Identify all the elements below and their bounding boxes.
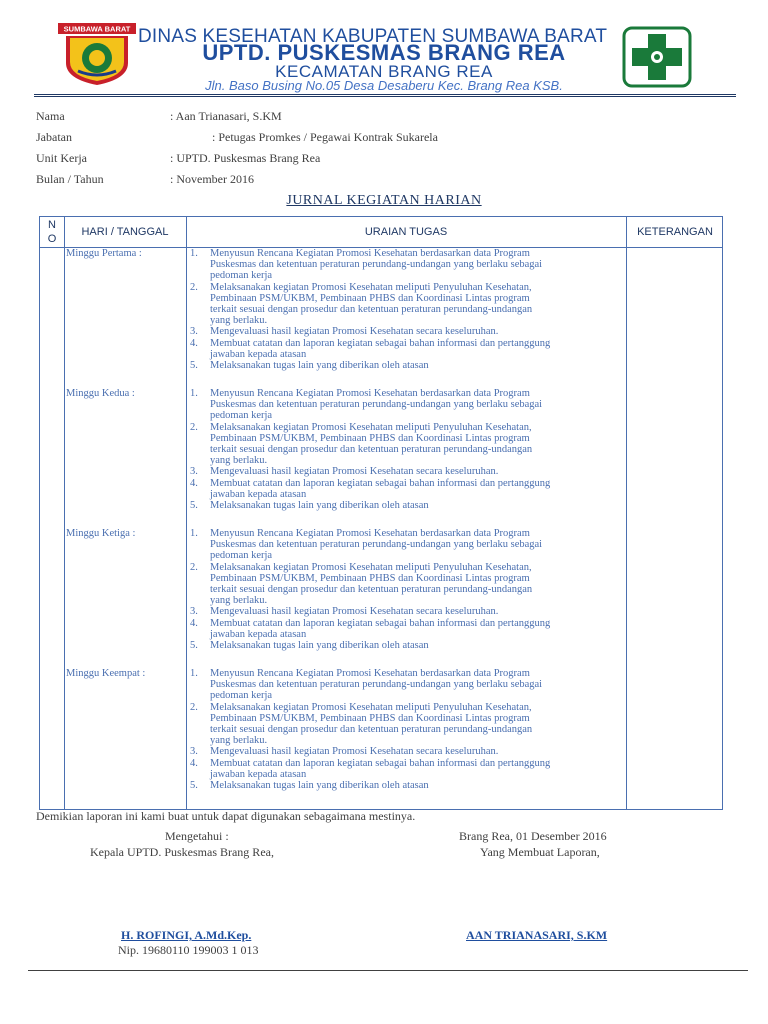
task-text-line: Mengevaluasi hasil kegiatan Promosi Kesehatan secara keseluruhan.	[210, 466, 499, 478]
task-list	[190, 528, 626, 651]
task-text-line: Pembinaan PSM/UKBM, Pembinaan PHBS dan Koordinasi Lintas program	[210, 292, 530, 304]
right-caption-place-date: Brang Rea, 01 Desember 2016	[459, 829, 607, 843]
task-text-line: jawaban kepada atasan	[210, 488, 307, 500]
task-text-line: terkait sesuai dengan prosedur dan ketentuan peraturan perundang-undangan	[210, 304, 533, 316]
task-text-line: Puskesmas dan ketentuan peraturan perundang-undangan yang berlaku sebagai	[210, 399, 543, 411]
task-text-line: yang berlaku.	[210, 455, 268, 467]
task-item	[190, 668, 626, 702]
task-number: 5.	[190, 780, 198, 792]
task-text-line: Menyusun Rencana Kegiatan Promosi Kesehatan berdasarkan data Program	[210, 668, 530, 679]
task-text-line: Mengevaluasi hasil kegiatan Promosi Kesehatan secara keseluruhan.	[210, 326, 499, 338]
task-text-line: Membuat catatan dan laporan kegiatan sebagai bahan informasi dan pertanggung	[210, 757, 551, 769]
task-list	[190, 388, 626, 511]
task-text-line: Pembinaan PSM/UKBM, Pembinaan PHBS dan Koordinasi Lintas program	[210, 712, 530, 724]
task-text-line: Puskesmas dan ketentuan peraturan perundang-undangan yang berlaku sebagai	[210, 679, 543, 691]
left-caption-acknowledge: Mengetahui :	[165, 829, 229, 843]
identity-label: Nama	[36, 109, 65, 123]
task-number: 1.	[190, 248, 198, 259]
task-item	[190, 528, 626, 562]
task-item	[190, 758, 626, 780]
task-text-line: Melaksanakan kegiatan Promosi Kesehatan meliputi Penyuluhan Kesehatan,	[210, 281, 532, 293]
task-item	[190, 478, 626, 500]
task-item	[190, 746, 626, 757]
task-item	[190, 338, 626, 360]
task-text-line: pedoman kerja	[210, 690, 273, 702]
task-text-line: Melaksanakan kegiatan Promosi Kesehatan meliputi Penyuluhan Kesehatan,	[210, 561, 532, 573]
header-no-line2: O	[47, 233, 57, 245]
identity-label: Jabatan	[36, 130, 72, 144]
task-number: 5.	[190, 640, 198, 652]
task-text-line: jawaban kepada atasan	[210, 628, 307, 640]
task-text-line: pedoman kerja	[210, 410, 273, 422]
task-text-line: terkait sesuai dengan prosedur dan ketentuan peraturan perundang-undangan	[210, 724, 533, 736]
task-item	[190, 282, 626, 327]
letterhead-divider	[34, 94, 736, 97]
task-item	[190, 780, 626, 791]
task-text-line: Menyusun Rencana Kegiatan Promosi Kesehatan berdasarkan data Program	[210, 388, 530, 399]
task-number: 5.	[190, 360, 198, 372]
task-text-line: Membuat catatan dan laporan kegiatan sebagai bahan informasi dan pertanggung	[210, 617, 551, 629]
task-text-line: Melaksanakan tugas lain yang diberikan oleh atasan	[210, 500, 429, 512]
activity-table	[39, 216, 723, 810]
agency-name: DINAS KESEHATAN KABUPATEN SUMBAWA BARAT	[138, 26, 608, 47]
task-text-line: Melaksanakan kegiatan Promosi Kesehatan meliputi Penyuluhan Kesehatan,	[210, 701, 532, 713]
identity-label: Bulan / Tahun	[36, 172, 104, 186]
column-divider	[626, 217, 627, 809]
task-text-line: terkait sesuai dengan prosedur dan ketentuan peraturan perundang-undangan	[210, 584, 533, 596]
column-divider	[186, 217, 187, 809]
task-text-line: Mengevaluasi hasil kegiatan Promosi Kesehatan secara keseluruhan.	[210, 746, 499, 758]
footer-rule	[28, 970, 748, 971]
journal-title: JURNAL KEGIATAN HARIAN	[286, 193, 482, 208]
task-text-line: yang berlaku.	[210, 315, 268, 327]
task-text-line: Melaksanakan tugas lain yang diberikan oleh atasan	[210, 360, 429, 372]
task-text-line: Pembinaan PSM/UKBM, Pembinaan PHBS dan Koordinasi Lintas program	[210, 432, 530, 444]
task-item	[190, 422, 626, 467]
week-label: Minggu Pertama :	[66, 248, 142, 259]
task-text-line: jawaban kepada atasan	[210, 768, 307, 780]
week-label: Minggu Keempat :	[66, 668, 146, 679]
task-text-line: Membuat catatan dan laporan kegiatan sebagai bahan informasi dan pertanggung	[210, 337, 551, 349]
column-divider	[64, 217, 65, 809]
identity-value: : November 2016	[170, 172, 254, 186]
address: Jln. Baso Busing No.05 Desa Desaberu Kec. Brang Rea KSB.	[205, 78, 563, 93]
week-label: Minggu Kedua :	[66, 388, 135, 399]
logo-banner-text: SUMBAWA BARAT	[63, 24, 131, 34]
task-text-line: Melaksanakan tugas lain yang diberikan oleh atasan	[210, 780, 429, 792]
header-day: HARI / TANGGAL	[81, 226, 169, 238]
task-text-line: Melaksanakan kegiatan Promosi Kesehatan meliputi Penyuluhan Kesehatan,	[210, 421, 532, 433]
task-number: 3.	[190, 746, 198, 758]
identity-value: : UPTD. Puskesmas Brang Rea	[170, 151, 321, 165]
task-item	[190, 360, 626, 371]
task-text-line: terkait sesuai dengan prosedur dan ketentuan peraturan perundang-undangan	[210, 444, 533, 456]
task-text-line: pedoman kerja	[210, 270, 273, 282]
task-item	[190, 640, 626, 651]
task-number: 4.	[190, 477, 198, 489]
task-item	[190, 500, 626, 511]
puskesmas-cross-logo	[622, 26, 692, 88]
task-text-line: pedoman kerja	[210, 550, 273, 562]
task-text-line: Menyusun Rencana Kegiatan Promosi Kesehatan berdasarkan data Program	[210, 248, 530, 259]
task-item	[190, 702, 626, 747]
left-caption-title: Kepala UPTD. Puskesmas Brang Rea,	[90, 845, 274, 859]
task-text-line: yang berlaku.	[210, 595, 268, 607]
task-number: 4.	[190, 337, 198, 349]
task-text-line: yang berlaku.	[210, 735, 268, 747]
identity-value: : Aan Trianasari, S.KM	[170, 109, 282, 123]
header-no	[40, 218, 64, 246]
right-caption-title: Yang Membuat Laporan,	[480, 845, 600, 859]
task-text-line: jawaban kepada atasan	[210, 348, 307, 360]
closing-statement: Demikian laporan ini kami buat untuk dapat digunakan sebagaimana mestinya.	[36, 809, 416, 823]
task-number: 2.	[190, 281, 198, 293]
task-number: 5.	[190, 500, 198, 512]
task-text-line: Melaksanakan tugas lain yang diberikan oleh atasan	[210, 640, 429, 652]
task-number: 4.	[190, 757, 198, 769]
task-item	[190, 388, 626, 422]
task-item	[190, 248, 626, 282]
identity-value: : Petugas Promkes / Pegawai Kontrak Sukarela	[212, 130, 438, 144]
header-tasks: URAIAN TUGAS	[364, 226, 448, 238]
task-item	[190, 326, 626, 337]
task-number: 1.	[190, 388, 198, 399]
header-note: KETERANGAN	[637, 226, 713, 238]
task-text-line: Mengevaluasi hasil kegiatan Promosi Kesehatan secara keseluruhan.	[210, 606, 499, 618]
week-label: Minggu Ketiga :	[66, 528, 136, 539]
task-item	[190, 562, 626, 607]
left-signatory-nip: Nip. 19680110 199003 1 013	[118, 943, 259, 957]
task-number: 2.	[190, 421, 198, 433]
task-text-line: Menyusun Rencana Kegiatan Promosi Kesehatan berdasarkan data Program	[210, 528, 530, 539]
task-item	[190, 606, 626, 617]
task-number: 2.	[190, 561, 198, 573]
task-number: 2.	[190, 701, 198, 713]
task-list	[190, 668, 626, 791]
task-text-line: Pembinaan PSM/UKBM, Pembinaan PHBS dan Koordinasi Lintas program	[210, 572, 530, 584]
task-number: 3.	[190, 606, 198, 618]
header-no-line1: N	[48, 219, 56, 231]
task-number: 1.	[190, 528, 198, 539]
task-number: 3.	[190, 326, 198, 338]
task-item	[190, 618, 626, 640]
task-number: 4.	[190, 617, 198, 629]
task-text-line: Puskesmas dan ketentuan peraturan perundang-undangan yang berlaku sebagai	[210, 539, 543, 551]
task-number: 1.	[190, 668, 198, 679]
task-item	[190, 466, 626, 477]
district-name: KECAMATAN BRANG REA	[275, 62, 493, 81]
identity-label: Unit Kerja	[36, 151, 87, 165]
institution-name: UPTD. PUSKESMAS BRANG REA	[202, 40, 566, 65]
right-signatory-name: AAN TRIANASARI, S.KM	[466, 928, 608, 942]
task-text-line: Membuat catatan dan laporan kegiatan sebagai bahan informasi dan pertanggung	[210, 477, 551, 489]
task-text-line: Puskesmas dan ketentuan peraturan perundang-undangan yang berlaku sebagai	[210, 259, 543, 271]
task-number: 3.	[190, 466, 198, 478]
task-list	[190, 248, 626, 371]
left-signatory-name: H. ROFINGI, A.Md.Kep.	[121, 928, 252, 942]
